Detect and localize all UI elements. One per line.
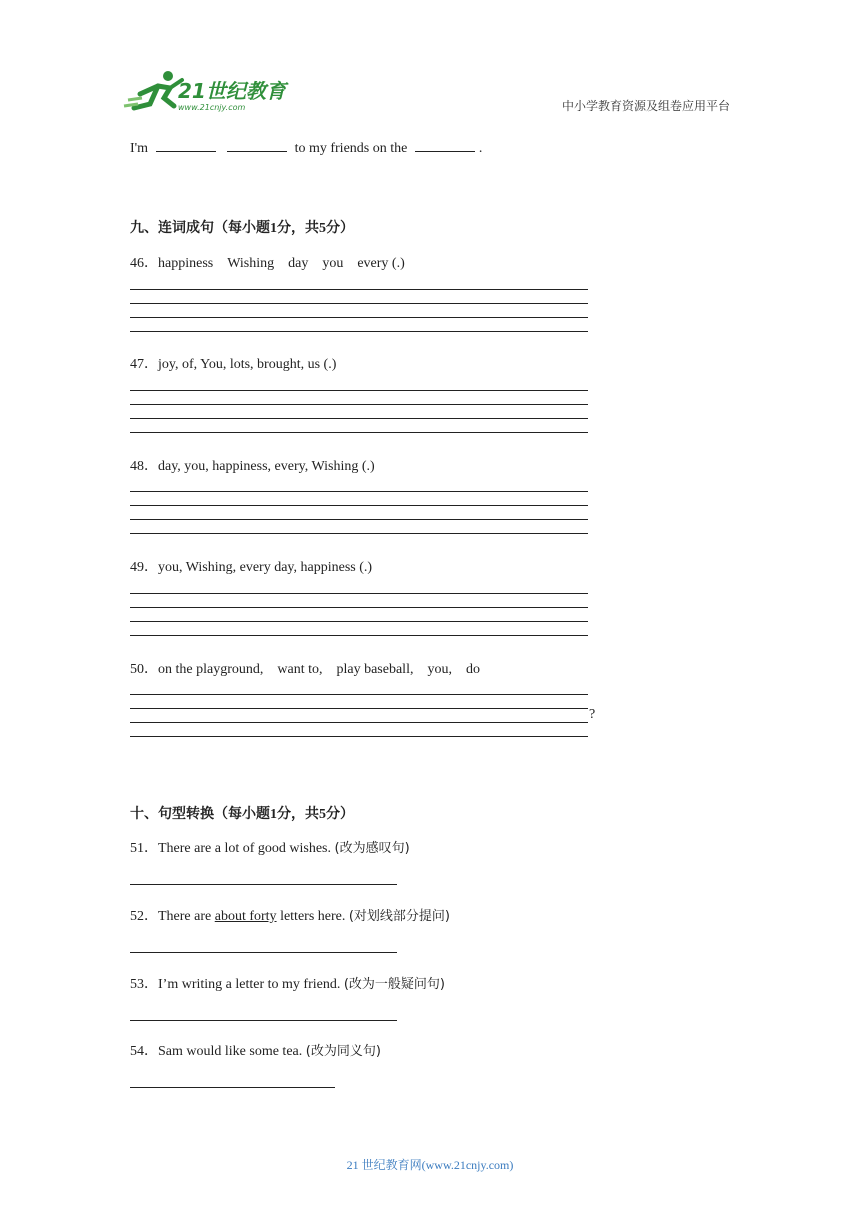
word-2: want to, [277,662,323,677]
underlined-phrase: about forty [214,909,277,924]
answer-line[interactable] [130,289,588,290]
answer-line[interactable] [130,317,588,318]
answer-line[interactable] [130,952,397,953]
answer-line[interactable] [130,736,588,737]
answer-line[interactable] [130,621,588,622]
answer-line[interactable] [130,722,588,723]
svg-text:www.21cnjy.com: www.21cnjy.com [178,103,246,112]
word-4: you [322,256,344,271]
word-3: day [288,256,309,271]
carryover-period: . [478,141,483,156]
word-1: happiness [158,256,214,271]
answer-line[interactable] [130,884,397,885]
answer-blank[interactable] [415,139,475,152]
answer-line[interactable] [130,418,588,419]
svg-text:21世纪教育: 21世纪教育 [178,79,286,103]
word-5: do [465,662,480,677]
footer-text: 21 世纪教育网(www.21cnjy.com) [346,1158,514,1172]
word-2: Wishing [227,256,275,271]
answer-line[interactable] [130,491,588,492]
question-49: 49．you, Wishing, every day, happiness (.) [130,560,373,575]
carryover-text-2: to my friends on the [294,141,408,156]
answer-line[interactable] [130,607,588,608]
question-51: 51．There are a lot of good wishes. (改为感叹句) [130,841,410,856]
answer-line[interactable] [130,390,588,391]
platform-name: 中小学教育资源及组卷应用平台 [561,99,730,113]
answer-line[interactable] [130,432,588,433]
word-3: play baseball, [336,662,414,677]
answer-line[interactable] [130,708,588,709]
answer-line[interactable] [130,694,588,695]
answer-line[interactable] [130,404,588,405]
answer-line[interactable] [130,331,588,332]
question-mark: ? [589,707,596,722]
question-50: 50．on the playground, want to, play baseball, you, do [130,662,480,677]
answer-line[interactable] [130,1087,335,1088]
carryover-text-1: I'm [130,141,149,156]
word-1: on the playground, [158,662,264,677]
carryover-sentence [130,139,482,157]
section-9-title: 九、连词成句（每小题1分，共5分） [130,220,354,236]
question-53: 53．I’m writing a letter to my friend. (改为一般疑问句) [130,977,445,992]
site-logo [120,64,300,116]
answer-line[interactable] [130,505,588,506]
question-46: 46．happiness Wishing day you every (.) [130,256,405,271]
word-4: you, [427,662,452,677]
question-48: 48．day, you, happiness, every, Wishing (.) [130,459,375,474]
question-47: 47．joy, of, You, lots, brought, us (.) [130,357,337,372]
answer-line[interactable] [130,303,588,304]
runner-logo-icon [120,64,300,116]
section-10-title: 十、句型转换（每小题1分，共5分） [130,806,354,822]
answer-line[interactable] [130,1020,397,1021]
question-52: 52．There are about forty letters here. (对划线部分提问) [130,909,451,924]
answer-blank[interactable] [156,139,216,152]
answer-line[interactable] [130,635,588,636]
answer-line[interactable] [130,593,588,594]
answer-blank[interactable] [227,139,287,152]
question-54: 54．Sam would like some tea. (改为同义句) [130,1044,381,1059]
word-5: every (.) [357,256,405,271]
answer-line[interactable] [130,533,588,534]
answer-line[interactable] [130,519,588,520]
